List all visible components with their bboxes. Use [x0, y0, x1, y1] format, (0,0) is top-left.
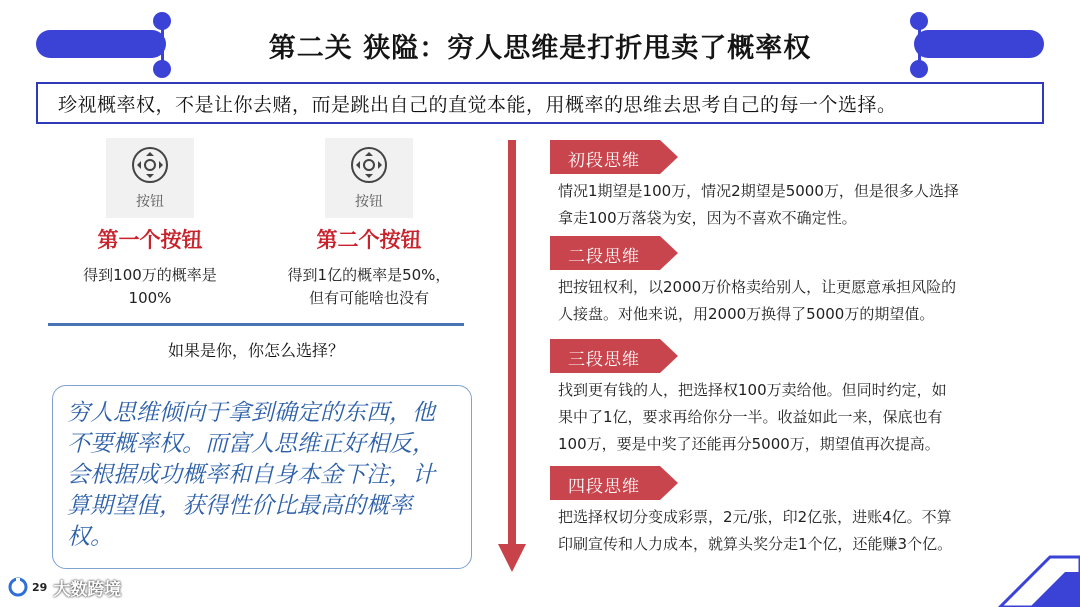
- stage-text-line: 拿走100万落袋为安，因为不喜欢不确定性。: [558, 209, 857, 227]
- dpad-button-icon: [349, 145, 389, 185]
- button-icon-tile: [325, 138, 413, 218]
- stage-text-line: 把按钮权利，以2000万价格卖给别人，让更愿意承担风险的: [558, 278, 957, 296]
- stage-tag-4: [550, 466, 678, 500]
- stage-text-line: 果中了1亿，要求再给你分一半。收益如此一来，保底也有: [558, 408, 943, 426]
- stage-text-1: [558, 178, 1050, 232]
- page-number: 29: [32, 580, 48, 594]
- stage-label: 二段思维: [568, 247, 640, 267]
- stage-text-line: 情况1期望是100万，情况2期望是5000万，但是很多人选择: [558, 182, 959, 200]
- stage-text-2: [558, 274, 1050, 328]
- header-dot-right-bottom: [910, 60, 928, 78]
- stage-tag-2: [550, 236, 678, 270]
- corner-decoration: [970, 527, 1080, 607]
- stage-tag-1: [550, 140, 678, 174]
- question-text: 如果是你，你怎么选择？: [167, 341, 344, 360]
- stage-text-3: [558, 377, 1050, 458]
- page-title: 第二关 狭隘：穷人思维是打折甩卖了概率权: [268, 33, 812, 64]
- dpad-button-icon: [130, 145, 170, 185]
- stage-text-line: 人接盘。对他来说，用2000万换得了5000万的期望值。: [558, 305, 935, 323]
- stage-label: 四段思维: [568, 477, 640, 497]
- quote-text: 穷人思维倾向于拿到确定的东西，他不要概率权。而富人思维正好相反，会根据成功概率和自身本金下注，计算期望值，获得性价比最高的概率权。: [67, 400, 435, 550]
- stage-text-line: 印刷宣传和人力成本，就算头奖分走1个亿，还能赚3个亿。: [558, 535, 953, 553]
- header-dot-left-bottom: [153, 60, 171, 78]
- button-card-second: [279, 138, 459, 310]
- button-icon-label: 按钮: [136, 194, 164, 210]
- button-title: 第二个按钮: [316, 228, 422, 252]
- button-description-line: 得到100万的概率是: [83, 266, 217, 284]
- brand-logo-icon: [8, 577, 28, 597]
- button-description: [60, 264, 240, 310]
- header-bar-left: [36, 30, 166, 58]
- section-divider: [48, 323, 464, 326]
- subtitle-text: 珍视概率权，不是让你去赌，而是跳出自己的直觉本能，用概率的思维去思考自己的每一个选择。: [58, 93, 897, 116]
- button-icon-tile: [106, 138, 194, 218]
- stage-text-line: 把选择权切分变成彩票，2元/张，印2亿张，进账4亿。不算: [558, 508, 952, 526]
- header-dot-left-top: [153, 12, 171, 30]
- stage-tag-3: [550, 339, 678, 373]
- down-arrow-divider: [498, 140, 526, 574]
- stage-text-line: 100万，要是中奖了还能再分5000万，期望值再次提高。: [558, 435, 940, 453]
- stage-label: 初段思维: [568, 151, 640, 171]
- quote-box: [52, 385, 472, 569]
- stage-text-line: 找到更有钱的人，把选择权100万卖给他。但同时约定，如: [558, 381, 947, 399]
- stage-label: 三段思维: [568, 350, 640, 370]
- button-description-line: 得到1亿的概率是50%，: [287, 266, 451, 284]
- button-description-line: 100%: [128, 289, 172, 307]
- header-bar-right: [914, 30, 1044, 58]
- button-description-line: 但有可能啥也没有: [308, 289, 429, 307]
- button-icon-label: 按钮: [355, 194, 383, 210]
- button-description: [279, 264, 459, 310]
- button-title: 第一个按钮: [97, 228, 203, 252]
- footer: [8, 576, 121, 598]
- header-dot-right-top: [910, 12, 928, 30]
- watermark-text: 大数跨境: [53, 579, 122, 600]
- subtitle-box: [36, 82, 1044, 124]
- button-card-first: [60, 138, 240, 310]
